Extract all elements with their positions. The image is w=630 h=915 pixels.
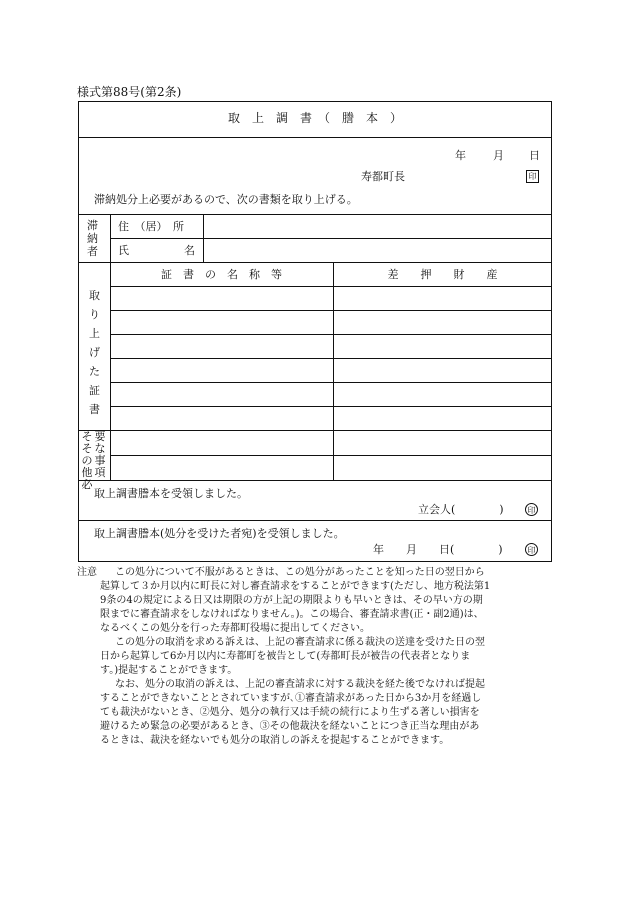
note-line: なお、処分の取消の訴えは、上記の審査請求に対する裁決を経た後でなければ提起 <box>115 679 485 690</box>
seal-icon: 印 <box>525 503 538 516</box>
divider <box>110 238 552 239</box>
form-number: 様式第88号(第2条) <box>77 85 182 99</box>
divider <box>78 480 552 481</box>
divider <box>78 214 552 215</box>
divider <box>78 430 552 431</box>
table-row <box>110 406 552 407</box>
date-year-label: 年 <box>455 149 466 162</box>
divider <box>78 520 552 521</box>
delinquent-side-label: 滞納者 <box>87 219 98 258</box>
table-row <box>110 286 552 287</box>
note-line: 9条の4の規定による日又は期限の方が上記の期限よりも早いときは、その早い方の期 <box>100 595 483 606</box>
intro-text: 滞納処分上必要があるので、次の書類を取り上げる。 <box>94 193 358 206</box>
divider <box>78 262 552 263</box>
notes-label: 注意 <box>77 567 97 578</box>
other-label-col2: 要な事項 <box>94 430 106 479</box>
receipt-text: 取上調書謄本を受領しました。 <box>94 487 248 500</box>
form-title: 取 上 調 書 （ 謄 本 ） <box>227 111 402 125</box>
col-header-seized-property: 差 押 財 産 <box>387 268 498 281</box>
table-row <box>110 382 552 383</box>
note-line: 日から起算して6か月以内に寿都町を被告として(寿都町長が被告の代表者となりま <box>100 651 471 662</box>
note-line: 限までに審査請求をしなければなりません。)。この場合、審査請求書(正・副2通)は、 <box>100 609 484 620</box>
note-line: この処分について不服があるときは、この処分があったことを知った日の翌日から <box>115 567 485 578</box>
date-day-label: 日 <box>529 149 540 162</box>
divider <box>78 137 552 138</box>
items-side-label: 取り上げた証書 <box>89 289 100 416</box>
seal-icon: 印 <box>525 543 538 556</box>
witness-label: 立会人( ) <box>418 503 504 516</box>
note-line: ても裁決がないとき、②処分、処分の執行又は手続の続行により生ずる著しい損害を <box>100 707 480 718</box>
note-line: す。)提起することができます。 <box>100 665 238 676</box>
date-month-label: 月 <box>493 149 504 162</box>
table-row <box>110 358 552 359</box>
issuer-name: 寿都町長 <box>361 170 405 183</box>
receipt-date: 年 月 日( ) <box>373 543 503 556</box>
divider <box>110 262 111 430</box>
note-line: 避けるため緊急の必要があるとき、③その他裁決を経ないことにつき正当な理由があ <box>100 721 480 732</box>
divider <box>333 262 334 480</box>
address-label: 住 （居） 所 <box>118 220 184 233</box>
note-line: 起算して３か月以内に町長に対し審査請求をすることができます(ただし、地方税法第1 <box>100 581 491 592</box>
col-header-document: 証 書 の 名 称 等 <box>161 268 282 281</box>
table-row <box>110 310 552 311</box>
other-label-col1: そその他必 <box>81 430 93 491</box>
table-row <box>110 334 552 335</box>
note-line: るときは、裁決を経ないでも処分の取消しの訴えを提起することができます。 <box>100 735 450 746</box>
note-line: この処分の取消を求める訴えは、上記の審査請求に係る裁決の送達を受けた日の翌 <box>115 637 485 648</box>
name-label: 氏 名 <box>118 244 195 257</box>
note-line: なるべくこの処分を行った寿都町役場に提出してください。 <box>100 623 370 634</box>
seal-icon: 印 <box>526 170 539 183</box>
receipt-text: 取上調書謄本(処分を受けた者宛)を受領しました。 <box>94 527 345 540</box>
table-row <box>110 455 552 456</box>
note-line: することができないこととされていますが､①審査請求があった日から3か月を経過し <box>100 693 482 704</box>
